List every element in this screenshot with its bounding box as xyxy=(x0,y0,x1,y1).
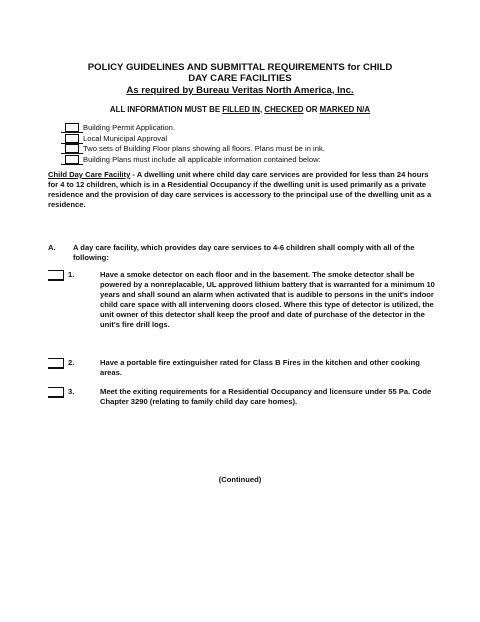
checklist-label: Local Municipal Approval xyxy=(83,133,168,143)
checkbox-line xyxy=(48,280,64,281)
definition-term: Child Day Care Facility xyxy=(48,170,131,179)
checklist-item[interactable] xyxy=(61,134,461,145)
checkbox-line xyxy=(61,164,83,165)
title-line-3: As required by Bureau Veritas North America, Inc. xyxy=(126,84,354,96)
requirement-item xyxy=(48,358,438,378)
all-info-sep: , xyxy=(260,105,265,114)
title-line-2: DAY CARE FACILITIES xyxy=(188,73,292,85)
continued-label: (Continued) xyxy=(218,475,262,484)
checkbox[interactable] xyxy=(65,123,79,132)
item-text: Meet the exiting requirements for a Residential Occupancy and licensure under 55 Pa. Code Chapter 3290 (relating to family child day care homes). xyxy=(100,387,432,406)
all-info-prefix: ALL INFORMATION MUST BE xyxy=(109,105,223,114)
item-number: 3. xyxy=(68,387,75,396)
item-number: 1. xyxy=(68,270,75,279)
requirement-item xyxy=(48,270,438,329)
section-letter: A. xyxy=(48,243,56,252)
checkbox[interactable] xyxy=(48,387,64,397)
checklist-item[interactable] xyxy=(61,144,461,155)
checkbox-line xyxy=(48,368,64,369)
checkbox[interactable] xyxy=(48,270,64,280)
checkbox[interactable] xyxy=(48,358,64,368)
section-text: A day care facility, which provides day care services to 4-6 children shall comply with all of the following: xyxy=(73,243,415,262)
filled-in-text: FILLED IN xyxy=(222,105,260,114)
checkbox-line xyxy=(48,397,64,398)
checklist-item[interactable] xyxy=(61,155,461,166)
all-info-or: OR xyxy=(303,105,320,114)
item-number: 2. xyxy=(68,358,75,367)
marked-na-text: MARKED N/A xyxy=(319,105,371,114)
checkbox[interactable] xyxy=(65,134,79,143)
document-title xyxy=(40,62,440,96)
section-a xyxy=(48,243,438,263)
checklist-label: Building Plans must include all applicable information contained below: xyxy=(83,154,321,164)
definition-text: - A dwelling unit where child day care services are provided for less than 24 hours for 4 to 12 children, which is in a Residential Occupancy if the dwelling unit is used primarily as a private residence and the provision of day care services is accessory to the principal use of the dwelling unit as a residence. xyxy=(48,170,432,209)
checkbox[interactable] xyxy=(65,155,79,164)
submittal-checklist xyxy=(61,123,461,165)
checked-text: CHECKED xyxy=(264,105,304,114)
checklist-item[interactable] xyxy=(61,123,461,134)
requirement-item xyxy=(48,387,438,407)
item-text: Have a smoke detector on each floor and in the basement. The smoke detector shall be powered by a nonreplacable, UL approved lithium battery that is warranted for a minimum 10 years and shall sound an alarm when activated that is audible to persons in the unit's indoor child care space with all intervening doors closed. Where this type of detector is utilized, the unit owner of this detector shall keep the proof and date of purchase of the detector in the unit's fire drill logs. xyxy=(100,270,435,329)
checklist-label: Building Permit Application. xyxy=(83,123,176,132)
checklist-label: Two sets of Building Floor plans showing all floors. Plans must be in ink. xyxy=(83,144,325,153)
definition-paragraph xyxy=(48,170,438,210)
title-line-1: POLICY GUIDELINES AND SUBMITTAL REQUIREMENTS for CHILD xyxy=(87,62,393,73)
all-info-instruction xyxy=(0,105,480,115)
item-text: Have a portable fire extinguisher rated for Class B Fires in the kitchen and other cooking areas. xyxy=(100,358,420,377)
checkbox[interactable] xyxy=(65,144,79,153)
